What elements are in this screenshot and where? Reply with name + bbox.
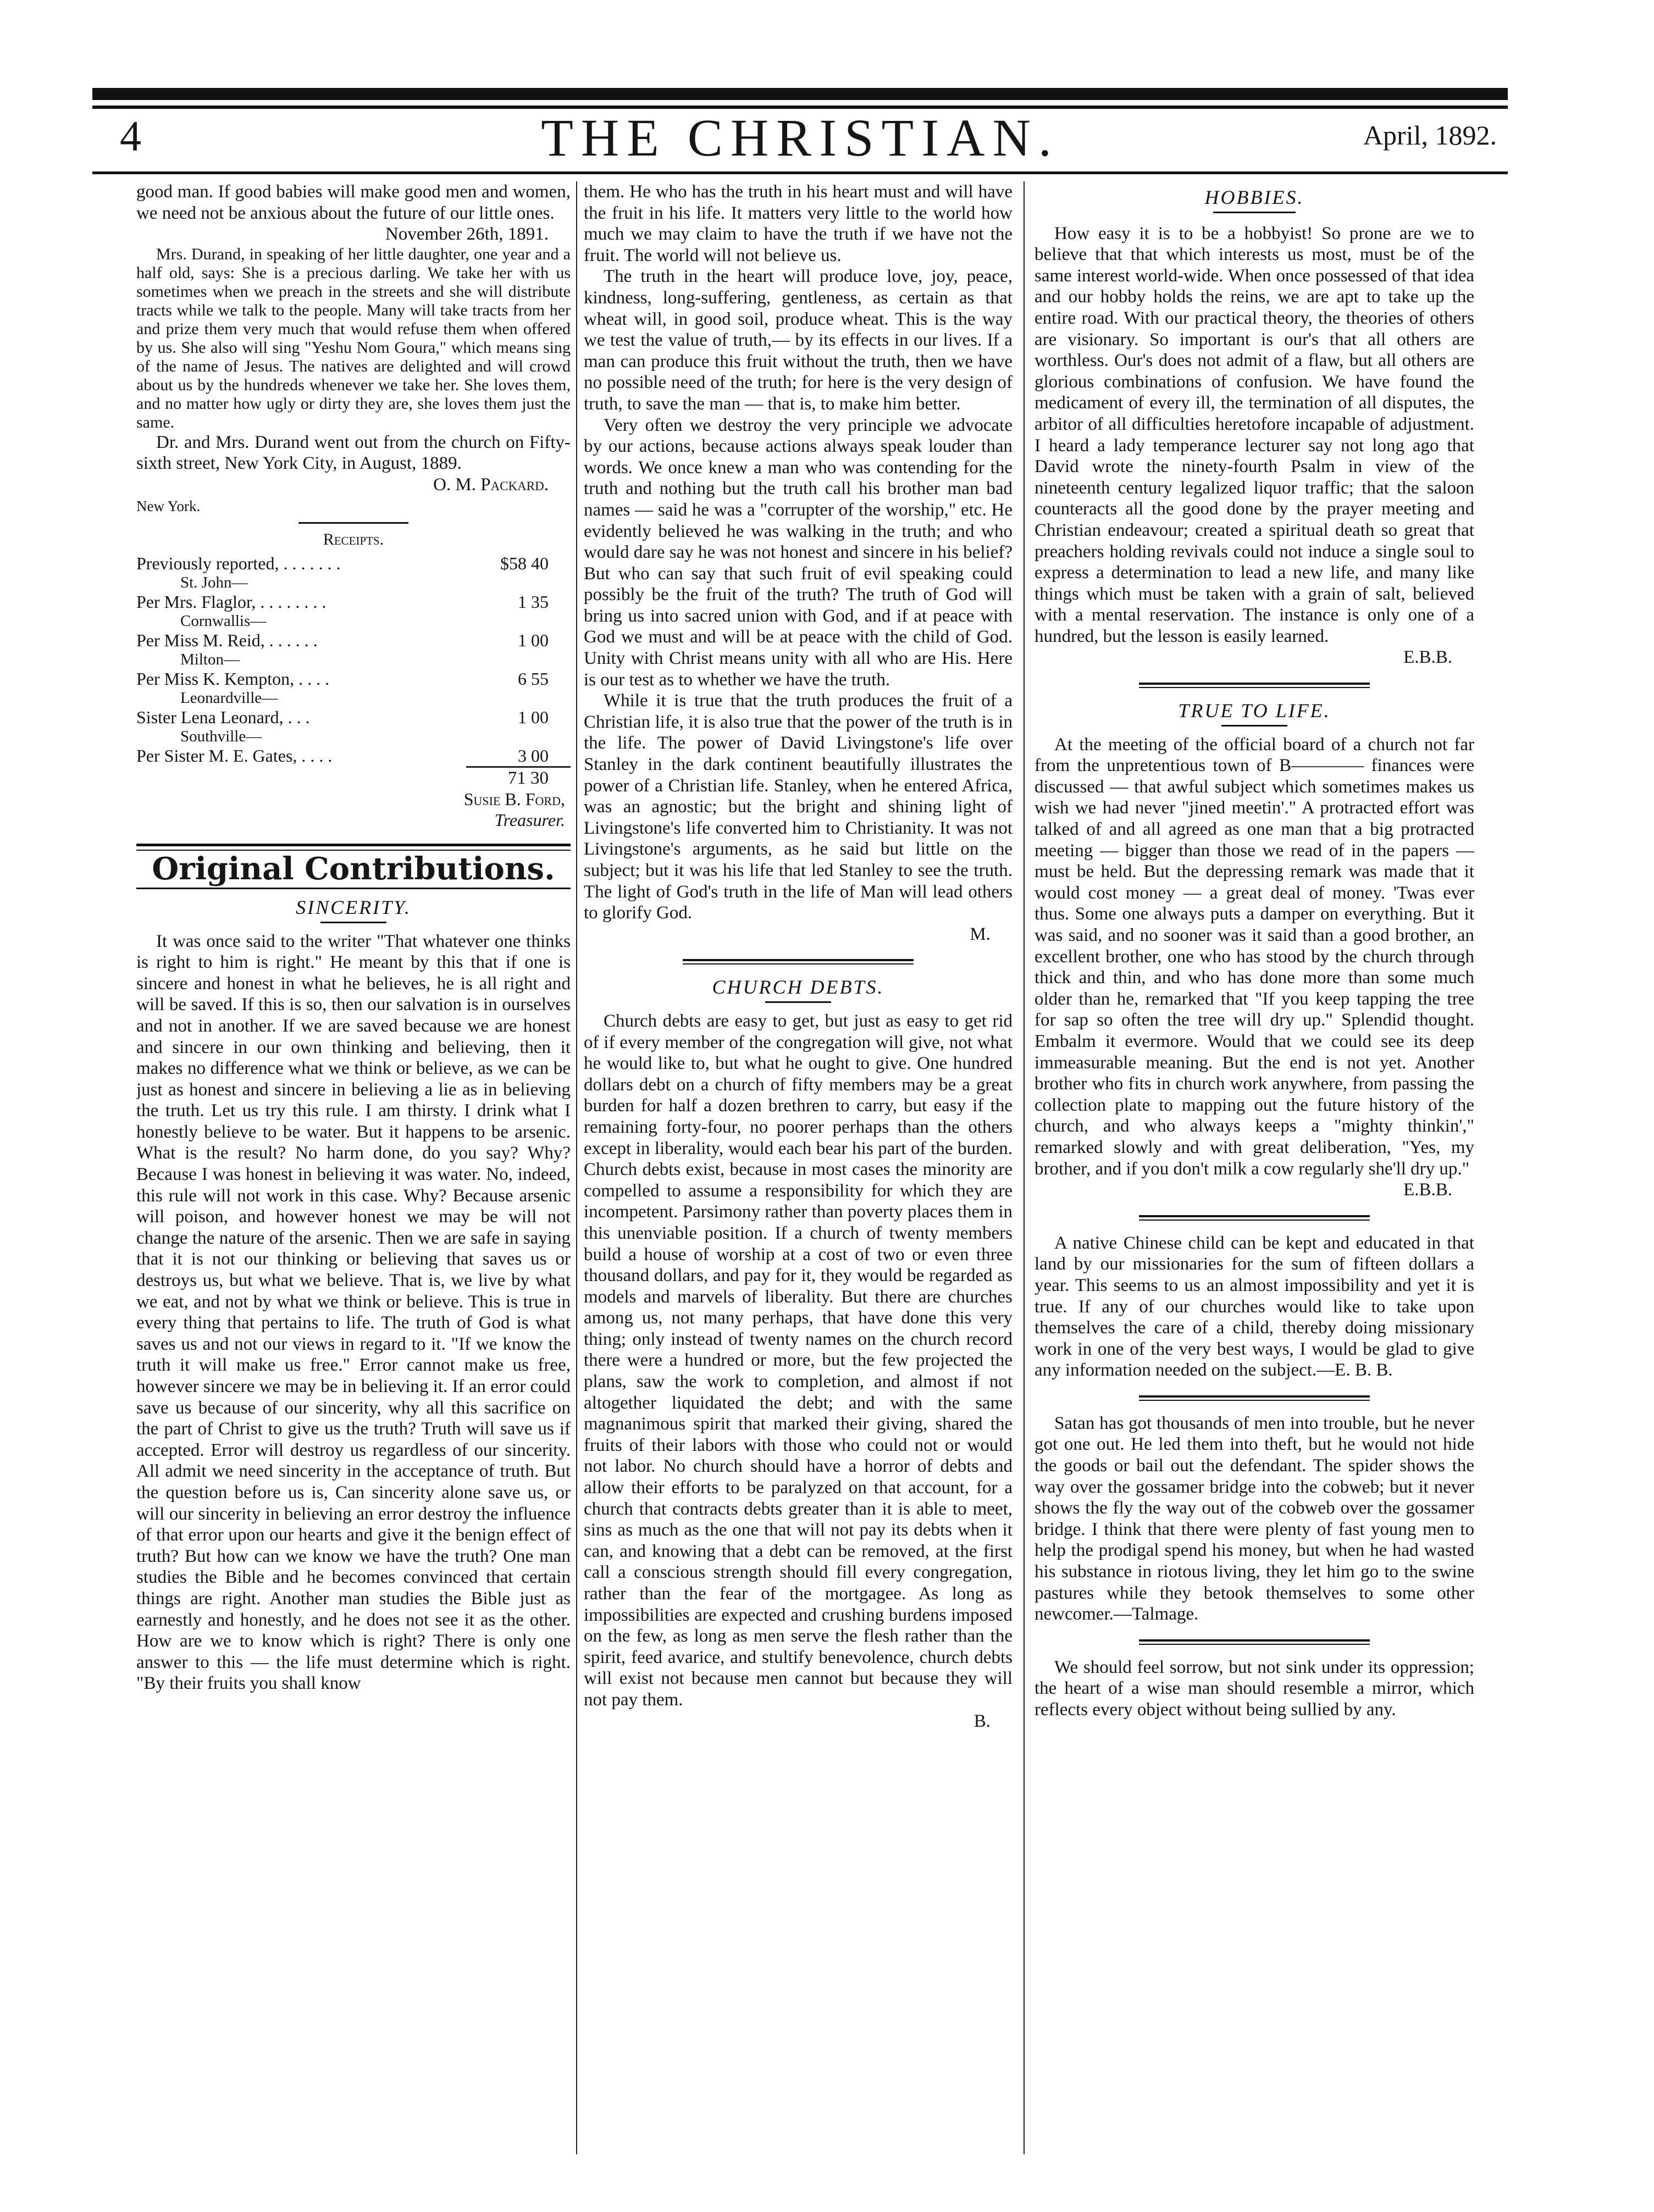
- masthead-top-rule: [92, 88, 1508, 100]
- article-body: A native Chinese child can be kept and educated in that land by our missionaries for the sum of fifteen dollars a year. This seems to us an almost impossibility and yet it is true. If any of our churches would like to take upon themselves the care of a child, thereby doing missionary work in one of the very best ways, I would be glad to give any information needed on the subject.—E. B. B.: [1035, 1233, 1474, 1381]
- newspaper-title: THE CHRISTIAN.: [541, 108, 1059, 167]
- article-title: CHURCH DEBTS.: [712, 976, 884, 999]
- article-body: At the meeting of the official board of a church not far from the unpretentious town of B———— finances were discussed — that awful subject which sometimes makes us wish we had never "jined meetin'." A protracted effort was talked of and all agreed as one man that a big protracted meeting — bigger than those we read of in the papers — must be held. But the depressing remark was made that it would cost money — a great deal of money. 'Twas ever thus. Some one always puts a damper on everything. But it was said, and no sooner was it said than a good brother, an excellent brother, one who has stood by the church through thick and thin, and who has done more than some much older than he, remarked that "If you keep tapping the tree for sap so often the tree will dry up." Splendid thought. Embalm it evermore. Would that we could see its deep immeasurable meaning. But the end is not yet. Another brother who fits in church work anywhere, from passing the collection plate to mapping out the future history of the church, and who always keeps a "mighty thinkin'," remarked slowly and with great deliberation, "Yes, my brother, and if you don't milk a cow regularly she'll dry up.": [1035, 734, 1474, 1179]
- article-separator: [1139, 683, 1370, 688]
- treasurer-title: Treasurer.: [494, 810, 565, 830]
- masthead-bottom-rule: [92, 171, 1508, 174]
- article-body: How easy it is to be a hobbyist! So prone are we to believe that that which interests us most, must be of the same interest world-wide. When once possessed of that idea and our hobby holds the reins, we are apt to take up the entire road. With our practical theory, the theories of others are visionary. So important is our's that all others are worthless. Our's does not admit of a flaw, but all others are glorious combinations of confusion. We have found the medicament of every ill, the termination of all disputes, the arbitor of all difficulties heretofore incapable of adjustment. I heard a lady temperance lecturer say not long ago that David wrote the ninety-fourth Psalm in view of the nineteenth century legalized liquor traffic; that the saloon counteracts all the good done by the prayer meeting and Christian endeavour; created a spiritual death so great that preachers holding revivals could not induce a single soul to express a determination to lead a new life, and many like things which must be taken with a grain of salt, believed with a mental reservation. The instance is only one of a hundred, but the lesson is easily learned.: [1035, 223, 1474, 646]
- article-continuation: good man. If good babies will make good men and women, we need not be anxious about the future of our little ones.: [136, 182, 571, 223]
- receipt-amount: 6 55: [518, 668, 549, 689]
- receipt-label: Per Mrs. Flaglor, . . . . . . . .: [136, 591, 327, 612]
- article-continuation: them. He who has the truth in his heart must and will have the fruit in his life. It matters very little to the world how much we may claim to have the truth if we have not the fruit. The world will not believe us.: [584, 182, 1013, 265]
- section-rule: [136, 844, 571, 851]
- section-heading: Original Contributions.: [152, 851, 555, 888]
- receipt-place: Southville—: [180, 727, 262, 745]
- receipts-table: [136, 553, 571, 789]
- column-1: [136, 181, 571, 2160]
- receipt-place: Cornwallis—: [180, 612, 267, 630]
- article-separator: [1139, 1395, 1370, 1401]
- receipts-heading: Receipts.: [323, 530, 384, 549]
- column-3: [1035, 181, 1474, 2160]
- title-rule: [1221, 725, 1287, 727]
- title-rule: [320, 922, 386, 923]
- masthead: [92, 107, 1508, 173]
- treasurer-name: Susie B. Ford,: [463, 789, 565, 810]
- receipt-row: [136, 591, 571, 612]
- receipt-row: [136, 553, 571, 574]
- article-title: HOBBIES.: [1204, 186, 1304, 208]
- receipt-row: [136, 668, 571, 689]
- receipt-row: [136, 630, 571, 651]
- receipt-place: Milton—: [180, 650, 240, 668]
- receipt-place: St. John—: [180, 573, 248, 591]
- receipts-total: 71 30: [466, 766, 571, 789]
- article-signature: E.B.B.: [1403, 1180, 1452, 1200]
- page-number: 4: [120, 112, 141, 160]
- article-body: Church debts are easy to get, but just as easy to get rid of if every member of the congregation will give, not what he would like to, but what he ought to give. One hundred dollars debt on a church of fifty members may be a great burden for half a dozen brethren to carry, but easy if the remaining forty-four, no poorer perhaps than the others except in liberality, would each bear his part of the burden. Church debts exist, because in most cases the minority are compelled to assume a responsibility for which they are incompetent. Parsimony rather than poverty places them in this unenviable position. If a church of twenty members build a house of worship at a cost of two or even three thousand dollars, and pay for it, they would be regarded as models and marvels of liberality. But there are churches among us, not many perhaps, that have done this very thing; only instead of twenty names on the church record there were a hundred or more, but the few projected the plans, saw the work to completion, and almost if not altogether liquidated the debt; and with the same magnanimous spirit that marked their giving, shared the fruits of their labors with those who could not or would not labor. No church should have a horror of debts and allow their efforts to be paralyzed on that account, for a church that contracts debts greater than it is able to meet, sins as much as the one that will not pay its debts when it can, and knowing that a debt can be removed, at the first call a conscious strength should fill every congregation, rather than the fear of the mortgagee. As long as impossibilities are expected and crushing burdens imposed on the few, as long as men serve the flesh rather than the spirit, feed avarice, and stultify benevolence, church debts will exist not because men cannot but because they will not pay them.: [584, 1011, 1013, 1710]
- durand-note: Dr. and Mrs. Durand went out from the church on Fifty-sixth street, New York City, in August, 1889.: [136, 432, 571, 474]
- section-rule: [136, 888, 571, 889]
- receipt-amount: 1 00: [518, 707, 549, 727]
- issue-date: April, 1892.: [1363, 120, 1497, 151]
- letter-date: November 26th, 1891.: [385, 224, 549, 245]
- column-divider: [576, 181, 577, 2154]
- article-separator: [1139, 1215, 1370, 1221]
- article-body: It was once said to the writer "That whatever one thinks is right to him is right." He meant by this that if one is sincere and honest in what he believes, he is all right and will be saved. If this is so, then our salvation is in ourselves and not in another. If we are saved because we are honest and sincere in our own thinking and believing, then it makes no difference what we think or believe, as we can be just as honest and sincere in believing a lie as in believing the truth. Let us try this rule. I am thirsty. I drink what I honestly believe to be water. But it happens to be arsenic. What is the result? No harm done, do you say? Why? Because I was honest in believing it was water. No, indeed, this rule will not work in this case. Why? Because arsenic will poison, and however honest we may be will not change the nature of the arsenic. Then we are safe in saying that it is not our thinking or believing that saves us or destroys us, but what we believe. That is, we live by what we eat, and not by what we think or believe. This is true in every thing that pertains to life. The truth of God is what saves us and not our views in regard to it. "If we know the truth it will make us free." Error cannot make us free, however sincere we may be in believing it. If an error could save us because of our sincerity, why all this sacrifice on the part of Christ to give us the truth? Truth will save us if accepted. Error will destroy us regardless of our sincerity. All admit we need sincerity in the acceptance of truth. But the question before us is, Can sincerity alone save us, or will our sincerity in believing an error destroy the influence of that error upon our hearts and give it the benign effect of truth? But how can we know we have the truth? One man studies the Bible and he becomes convinced that certain things are right. Another man studies the Bible just as earnestly and honestly, and he does not see it as the other. How are we to know which is right? There is only one answer to this — the life must determine which is right. "By their fruits you shall know: [136, 931, 571, 1694]
- article-paragraph: While it is true that the truth produces the fruit of a Christian life, it is also true that the power of the truth is in the life. The power of David Livingstone's life over Stanley in the dark continent beautifully illustrates the power of a Christian life. Stanley, when he entered Africa, was an agnostic; but the bright and shining light of Livingstone's life converted him to Christianity. It was not Livingstone's arguments, as he said but little on the subject; but it was his life that led Stanley to see the truth. The light of God's truth in the life of Man will lead others to glorify God.: [584, 691, 1013, 923]
- article-title: TRUE TO LIFE.: [1178, 700, 1331, 722]
- note-signature: O. M. Packard.: [433, 474, 549, 495]
- receipt-row: [136, 745, 571, 766]
- receipt-label: Per Sister M. E. Gates, . . . .: [136, 745, 333, 766]
- article-body: Satan has got thousands of men into trouble, but he never got one out. He led them into theft, but he would not hide the goods or bail out the defendant. The spider shows the way over the gossamer bridge into the cobweb; but it never shows the fly the way out of the cobweb over the gossamer bridge. I think that there were plenty of fast young men to help the prodigal spend his money, but when he had wasted his substance in riotous living, they let him go to the swine pastures while they betook themselves to some other newcomer.—Talmage.: [1035, 1413, 1474, 1625]
- article-signature: E.B.B.: [1403, 647, 1452, 668]
- article-body: We should feel sorrow, but not sink under its oppression; the heart of a wise man should resemble a mirror, which reflects every object without being sullied by any.: [1035, 1657, 1474, 1720]
- receipt-amount: $58 40: [500, 553, 549, 573]
- title-rule: [1213, 212, 1296, 213]
- article-paragraph: Very often we destroy the very principle we advocate by our actions, because actions always speak louder than words. We once knew a man who was contending for the truth and nothing but the truth call his brother man bad names — said he was a "corrupter of the worship," etc. He evidently believed he was walking in the truth; and who would dare say he was not honest and sincere in his belief? But who can say that such fruit of evil speaking could possibly be the fruit of the truth? The truth of God will bring us into sacred union with God, and if at peace with God we must and will be at peace with the child of God. Unity with Christ means unity with all who are His. Here is our test as to whether we have the truth.: [584, 415, 1013, 690]
- receipt-amount: 1 35: [518, 591, 549, 612]
- title-rule: [765, 1001, 831, 1003]
- article-paragraph: The truth in the heart will produce love, joy, peace, kindness, long-suffering, gentleness, as certain as that wheat will, in good soil, produce wheat. This is the way we test the value of truth,— by its effects in our lives. If a man can produce this fruit without the truth, then we have no possible need of the truth; for here is the very design of truth, to save the man — that is, to make him better.: [584, 267, 1013, 414]
- article-signature: M.: [970, 924, 991, 944]
- receipt-row: [136, 707, 571, 728]
- article-signature: B.: [973, 1711, 991, 1731]
- short-rule: [298, 522, 408, 524]
- column-divider: [1024, 181, 1025, 2154]
- article-separator: [1139, 1639, 1370, 1645]
- article-title: SINCERITY.: [296, 896, 411, 918]
- durand-letter: Mrs. Durand, in speaking of her little daughter, one year and a half old, says: She is a precious darling. We take her with us sometimes when we preach in the streets and she will distribute tracts while we talk to the people. Many will take tracts from her and prize them very much that would refuse them when offered by us. She also will sing "Yeshu Nom Goura," which means sing of the name of Jesus. The natives are delighted and will crowd about us by the hundreds whenever we take her. She loves them, and no matter how ugly or dirty they are, she loves them just the same.: [136, 245, 571, 431]
- receipt-label: Per Miss M. Reid, . . . . . .: [136, 630, 318, 650]
- receipt-place: Leonardville—: [180, 689, 278, 707]
- note-place: New York.: [136, 497, 201, 514]
- column-2: [584, 181, 1013, 2160]
- receipt-label: Previously reported, . . . . . . .: [136, 553, 341, 573]
- receipt-label: Per Miss K. Kempton, . . . .: [136, 668, 330, 689]
- receipt-label: Sister Lena Leonard, . . .: [136, 707, 310, 727]
- receipt-amount: 3 00: [518, 745, 549, 766]
- receipt-amount: 1 00: [518, 630, 549, 650]
- article-separator: [683, 959, 914, 964]
